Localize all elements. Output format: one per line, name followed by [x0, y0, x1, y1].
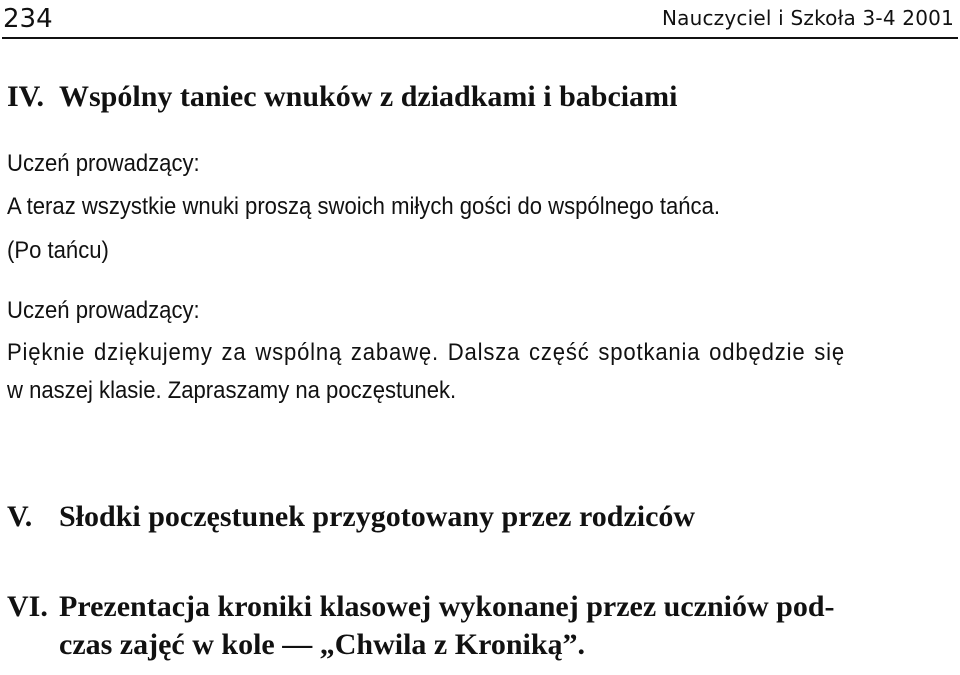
section-vi-line-1 [7, 590, 835, 624]
dialogue-line-1: A teraz wszystkie wnuki proszą swoich miłych gości do wspólnego tańca. [7, 193, 721, 220]
dialogue-line-2b: w naszej klasie. Zapraszamy na poczęstunek. [7, 377, 457, 404]
dialogue-line-2a: Pięknie dziękujemy za wspólną zabawę. Dalsza część spotkania odbędzie się [7, 339, 845, 366]
section-vi-title-2: czas zajęć w kole — „Chwila z Kroniką”. [59, 628, 586, 661]
section-v-number: V. [7, 500, 33, 533]
section-iv-heading [7, 80, 677, 114]
section-vi-heading [7, 590, 835, 662]
header-rule [2, 37, 958, 39]
speaker-label-2: Uczeń prowadzący: [7, 297, 200, 324]
section-v-title: Słodki poczęstunek przygotowany przez rodziców [59, 500, 696, 533]
running-header: Nauczyciel i Szkoła 3-4 2001 [661, 6, 954, 30]
section-iv-title: Wspólny taniec wnuków z dziadkami i babciami [59, 80, 678, 113]
speaker-label-1: Uczeń prowadzący: [7, 150, 200, 177]
page-header [0, 0, 960, 40]
section-vi-number: VI. [7, 590, 48, 623]
section-vi-title-1: Prezentacja kroniki klasowej wykonanej przez uczniów pod- [59, 590, 835, 623]
section-iv-number: IV. [7, 80, 44, 113]
stage-direction: (Po tańcu) [7, 237, 109, 264]
section-v-heading [7, 500, 695, 534]
section-vi-line-2 [7, 628, 835, 662]
page-number: 234 [3, 4, 53, 34]
